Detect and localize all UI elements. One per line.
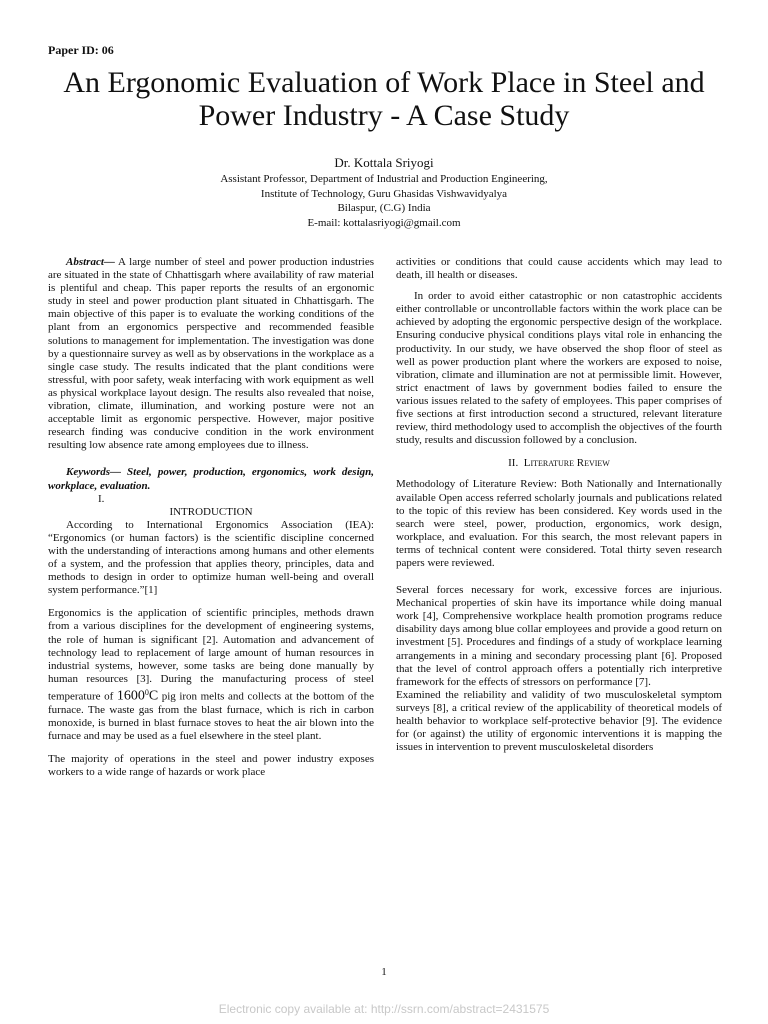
abstract-label: Abstract— <box>66 256 115 268</box>
affiliation-line-2: Institute of Technology, Guru Ghasidas Vishwavidyalya <box>260 187 508 200</box>
abstract-paragraph <box>48 256 374 452</box>
author-email: E-mail: kottalasriyogi@gmail.com <box>307 216 461 229</box>
temperature-value: 1600 <box>116 688 145 704</box>
affiliation-line-1: Assistant Professor, Department of Industrial and Production Engineering, <box>220 173 548 185</box>
paper-title <box>30 66 738 132</box>
title-line-2: Power Industry - A Case Study <box>198 99 570 132</box>
affiliation-line-3: Bilaspur, (C.G) India <box>337 202 431 214</box>
keywords-paragraph <box>48 466 374 492</box>
section-1-number: I. <box>98 492 105 505</box>
right-paragraph-2: In order to avoid either catastrophic or non catastrophic accidents either controllable or uncontrollable factors within the work place can be achieved by adopting the ergonomic perspective design of the workplace. Ensuring conducive physical conditions plays vital role in enhancing the productivity. In our study, we have observed the shop floor of steel as well as power production plant where the workers are exposed to noise, vibration, climate and illumination are not at permissible limit. However, strict enactment of laws by government bodies failed to ensure the various issues related to the safety of employees. This paper comprises of five sections at first introduction second a structured, relevant literature review, third methodology used to accomplish the objectives of the fourth study, results and discussion followed by a conclusion. <box>396 290 722 447</box>
section-1-title: INTRODUCTION <box>169 505 253 518</box>
paper-id: Paper ID: 06 <box>48 43 114 57</box>
intro-paragraph-2-start: Ergonomics is the application of scientific principles, methods drawn from a various disciplines for the development of engineering systems, the role of human is significant [2]. Automation and advancement of technology lead to replacement of large amount of human resources in industrial systems, however, some tasks are being done manually by human resources [3]. During the manufacturing process of steel temperature of <box>48 607 374 703</box>
intro-paragraph-2 <box>48 607 374 743</box>
keywords-label: Keywords— <box>66 466 121 479</box>
intro-paragraph-2-end: pig iron melts and collects at the bottom of the furnace. The waste gas from the blast furnace, which is rich in carbon monoxide, is burned in blast furnace stoves to heat the air blown into the furnace and may be used as a fuel elsewhere in the steel plant. <box>48 690 375 742</box>
title-line-1: An Ergonomic Evaluation of Work Place in Steel and <box>63 66 705 99</box>
page-number: 1 <box>381 966 387 978</box>
keywords-text: Steel, power, production, ergonomics, work design, workplace, evaluation. <box>48 466 374 492</box>
lit-review-paragraph-2: Several forces necessary for work, excessive forces are injurious. Mechanical properties of skin have its importance while doing manual work [4], Comprehensive workplace health promotion programs reduce disability days among blue collar employees and provide a good return on investment [5]. Procedures and findings of a study of workplace learning arrangements in a mining and secondary processing plant [6]. Proposed that the level of control approach offers a potentially rich interpretive framework for the effects of stressors on performance [7]. <box>396 584 722 688</box>
temperature-degree: 0 <box>144 687 149 697</box>
abstract-text: A large number of steel and power production industries are situated in the state of Chhattisgarh where availability of raw material is plentiful and cheap. This paper reports the results of an ergonomic study in steel and power production plant situated in Chhattisgarh. The main objective of this paper is to evaluate the working conditions of the plant from an ergonomics perspective and recommended feasible solutions to management for implementation. The investigation was done by a questionnaire survey as well as by observations in the workplace as a single case study. The results indicated that the plant conditions were stressful, with poor safety, weak interfacing with work equipment as well as physical workplace layout design. The results also revealed that noise, vibration, climate, illumination, and working posture were not an acceptable limit as ergonomic perspective. However, major positive research finding was conducive condition in the work environment resulting low absence rate among employees due to illness. <box>48 256 374 452</box>
section-2-number: II. <box>508 457 519 470</box>
intro-paragraph-1: According to International Ergonomics Association (IEA): “Ergonomics (or human factors) is the scientific discipline concerned with the understanding of interactions among humans and other elements of a system, and the profession that applies theory, principles, data and methods to design in order to optimize human well-being and overall system performance.”[1] <box>48 518 374 597</box>
section-2-heading <box>396 457 722 470</box>
left-column <box>48 256 374 787</box>
lit-review-paragraph-1: Methodology of Literature Review: Both Nationally and Internationally available Open access referred scholarly journals and publications related to the topic of this review has been considered. Key words used in the search were steel, power, production, ergonomics, work design, workplace, and evaluation. For this search, the most relevant papers in terms of technical content were considered. Total thirty seven research papers were reviewed. <box>396 478 722 569</box>
temperature-unit: C <box>148 688 159 704</box>
right-column <box>396 256 722 762</box>
section-2-title: Literature Review <box>523 457 610 470</box>
lit-review-paragraph-3: Examined the reliability and validity of two musculoskeletal symptom surveys [8], a critical review of the applicability of theoretical models of health behavior to workplace self-protective behavior [9]. The evidence for (or against) the utility of ergonomic interventions it is mapping the issues in intervention to prevent musculoskeletal disorders <box>396 688 722 754</box>
author-name: Dr. Kottala Sriyogi <box>334 155 434 170</box>
right-paragraph-1: activities or conditions that could cause accidents which may lead to death, ill health or diseases. <box>396 256 722 282</box>
intro-paragraph-3: The majority of operations in the steel and power industry exposes workers to a wide range of hazards or work place <box>48 752 374 779</box>
author-block <box>0 154 768 230</box>
ssrn-footer-note: Electronic copy available at: http://ssrn.com/abstract=2431575 <box>218 1002 550 1016</box>
